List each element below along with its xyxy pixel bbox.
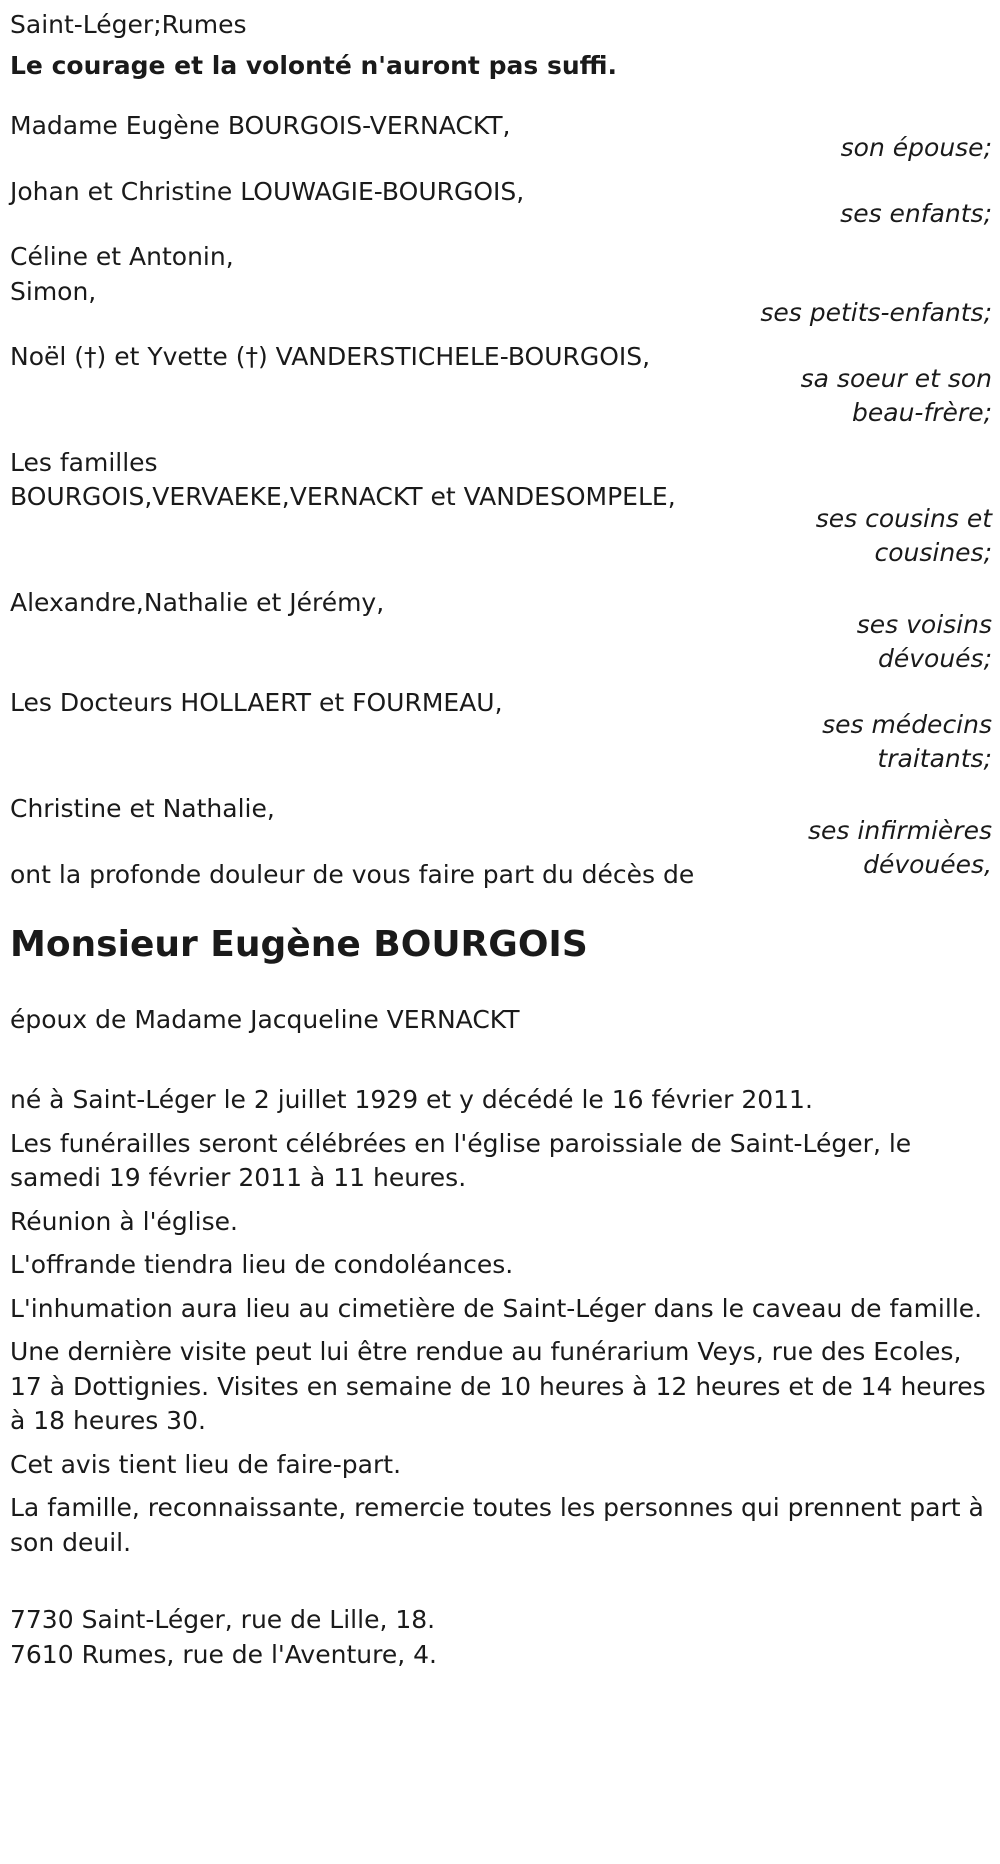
family-name-line: Madame Eugène BOURGOIS-VERNACKT,	[10, 111, 511, 140]
family-name-line: Les familles	[10, 447, 158, 477]
family-names	[10, 175, 710, 232]
intro-text: ont la profonde douleur de vous faire part du décès de	[10, 859, 695, 889]
paragraph-offering: L'offrande tiendra lieu de condoléances.	[10, 1250, 514, 1280]
family-name-line: Noël (†) et Yvette (†) VANDERSTICHELE-BOURGOIS,	[10, 341, 651, 371]
family-name-line: Céline et Antonin,	[10, 242, 234, 271]
family-role: sa soeur et son beau-frère;	[800, 363, 992, 427]
family-name-line: Les Docteurs HOLLAERT et FOURMEAU,	[10, 687, 503, 717]
address-block	[10, 1603, 990, 1672]
family-role: ses enfants;	[840, 198, 992, 228]
family-name-line: Simon,	[10, 276, 97, 306]
paragraph-thanks: La famille, reconnaissante, remercie toutes les personnes qui prennent part à son deuil.	[10, 1493, 984, 1557]
paragraph-meeting: Réunion à l'église.	[10, 1206, 238, 1236]
header-location: Saint-Léger;Rumes	[10, 10, 247, 39]
family-name-line: Alexandre,Nathalie et Jérémy,	[10, 587, 385, 617]
family-role: ses médecins traitants;	[822, 709, 992, 773]
family-names	[10, 109, 710, 166]
spouse-line: époux de Madame Jacqueline VERNACKT	[10, 1004, 520, 1034]
family-row	[10, 586, 1000, 677]
family-role: ses cousins et cousines;	[815, 503, 992, 567]
family-names	[10, 586, 710, 677]
family-names	[10, 686, 710, 783]
family-role: ses voisins dévoués;	[856, 609, 992, 673]
family-name-line: BOURGOIS,VERVAEKE,VERNACKT et VANDESOMPELE,	[10, 482, 676, 511]
family-names	[10, 340, 710, 437]
family-row	[10, 340, 1000, 437]
header-motto: Le courage et la volonté n'auront pas suffi.	[10, 50, 617, 80]
family-row	[10, 109, 1000, 166]
family-names	[10, 446, 710, 577]
family-role: ses petits-enfants;	[760, 298, 992, 327]
address-line: 7730 Saint-Léger, rue de Lille, 18.	[10, 1605, 436, 1635]
paragraph-funeral: Les funérailles seront célébrées en l'église paroissiale de Saint-Léger, le samedi 19 février 2011 à 11 heures.	[10, 1128, 912, 1193]
family-names	[10, 240, 710, 331]
family-row	[10, 446, 1000, 577]
family-role: ses infirmières dévouées,	[808, 815, 992, 879]
family-list	[10, 109, 990, 883]
paragraph-birth-death: né à Saint-Léger le 2 juillet 1929 et y décédé le 16 février 2011.	[10, 1085, 813, 1115]
family-role: son épouse;	[840, 133, 992, 162]
family-row	[10, 240, 1000, 331]
paragraph-visit: Une dernière visite peut lui être rendue au funérarium Veys, rue des Ecoles, 17 à Dottignies. Visites en semaine de 10 heures à 12 heures et de 14 heures à 18 heures 30.	[10, 1337, 986, 1436]
paragraph-burial: L'inhumation aura lieu au cimetière de Saint-Léger dans le caveau de famille.	[10, 1293, 983, 1323]
family-row	[10, 175, 1000, 232]
details-section	[10, 1083, 990, 1560]
family-row	[10, 686, 1000, 783]
paragraph-notice: Cet avis tient lieu de faire-part.	[10, 1449, 402, 1479]
deceased-name: Monsieur Eugène BOURGOIS	[10, 924, 588, 965]
family-name-line: Christine et Nathalie,	[10, 793, 275, 823]
family-name-line: Johan et Christine LOUWAGIE-BOURGOIS,	[10, 176, 525, 206]
address-line: 7610 Rumes, rue de l'Aventure, 4.	[10, 1639, 437, 1669]
spacer	[10, 1569, 990, 1603]
